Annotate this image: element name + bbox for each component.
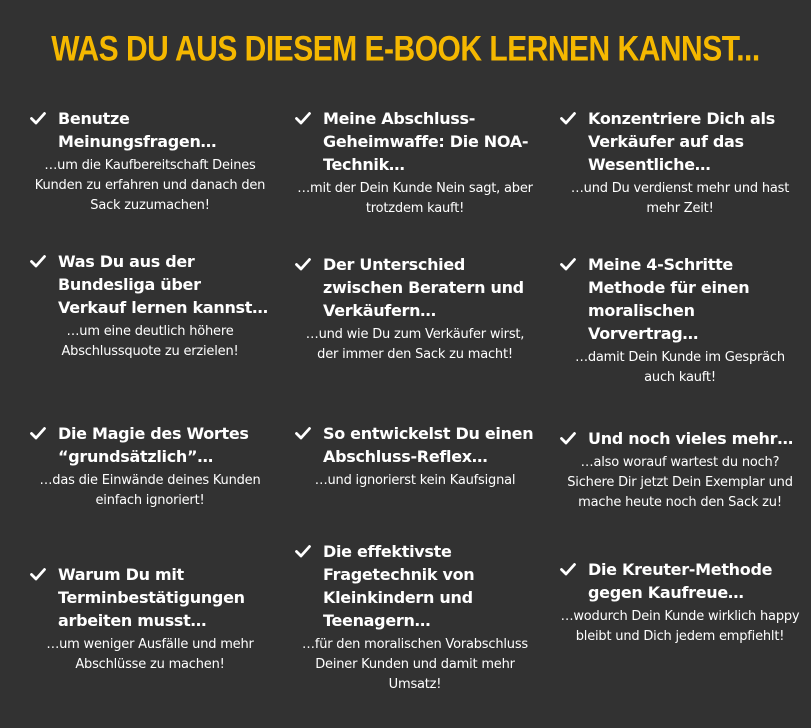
feature-description: …für den moralischen Vorabschluss Deiner Kunden und damit mehr Umsatz!: [302, 637, 528, 692]
feature-title: Und noch vieles mehr…: [588, 429, 793, 448]
feature-description: …damit Dein Kunde im Gespräch auch kauft!: [575, 350, 785, 385]
feature-item: [295, 107, 535, 219]
feature-title: Die Kreuter-Methode gegen Kaufreue…: [588, 560, 773, 602]
checkmark-icon: [560, 110, 576, 126]
feature-title: Der Unterschied zwischen Beratern und Verkäufern…: [323, 255, 524, 320]
feature-title: Konzentriere Dich als Verkäufer auf das Wesentliche…: [588, 109, 775, 174]
feature-description: …um die Kaufbereitschaft Deines Kunden zu erfahren und danach den Sack zuzumachen!: [34, 158, 266, 213]
checkmark-icon: [560, 561, 576, 577]
checkmark-icon: [295, 256, 311, 272]
page-headline: WAS DU AUS DIESEM E-BOOK LERNEN KANNST...: [51, 29, 760, 69]
feature-title: Warum Du mit Terminbestätigungen arbeiten musst…: [58, 565, 245, 630]
checkmark-icon: [30, 253, 46, 269]
feature-title: So entwickelst Du einen Abschluss-Reflex…: [323, 424, 534, 466]
feature-title: Was Du aus der Bundesliga über Verkauf lernen kannst…: [58, 252, 268, 317]
checkmark-icon: [295, 425, 311, 441]
checkmark-icon: [295, 543, 311, 559]
feature-description: …und ignorierst kein Kaufsignal: [314, 473, 516, 488]
feature-item: [560, 558, 800, 647]
feature-item: [295, 540, 535, 695]
checkmark-icon: [30, 110, 46, 126]
feature-title: Die Magie des Wortes “grundsätzlich”…: [58, 424, 249, 466]
feature-title: Meine 4-Schritte Methode für einen moralischen Vorvertrag…: [588, 255, 750, 343]
feature-item: [295, 422, 535, 491]
feature-item: [560, 253, 800, 388]
feature-description: …wodurch Dein Kunde wirklich happy bleibt und Dich jedem empfiehlt!: [560, 609, 800, 644]
feature-description: …um eine deutlich höhere Abschlussquote zu erzielen!: [61, 324, 239, 359]
feature-description: …also worauf wartest du noch? Sichere Dir jetzt Dein Exemplar und mache heute noch den Sack zu!: [567, 455, 793, 510]
checkmark-icon: [560, 430, 576, 446]
feature-title: Benutze Meinungsfragen…: [58, 109, 217, 151]
checkmark-icon: [30, 566, 46, 582]
feature-item: [295, 253, 535, 365]
checkmark-icon: [30, 425, 46, 441]
feature-item: [30, 563, 270, 675]
feature-description: …und Du verdienst mehr und hast mehr Zeit!: [570, 181, 790, 216]
feature-item: [30, 422, 270, 511]
feature-title: Meine Abschluss-Geheimwaffe: Die NOA-Technik…: [323, 109, 529, 174]
checkmark-icon: [295, 110, 311, 126]
feature-item: [30, 107, 270, 216]
feature-item: [30, 250, 270, 362]
feature-description: …mit der Dein Kunde Nein sagt, aber trotzdem kauft!: [297, 181, 533, 216]
feature-description: …das die Einwände deines Kunden einfach ignoriert!: [39, 473, 261, 508]
feature-title: Die effektivste Fragetechnik von Kleinkindern und Teenagern…: [323, 542, 475, 630]
feature-item: [560, 427, 800, 513]
feature-item: [560, 107, 800, 219]
feature-description: …um weniger Ausfälle und mehr Abschlüsse zu machen!: [46, 637, 254, 672]
checkmark-icon: [560, 256, 576, 272]
feature-description: …und wie Du zum Verkäufer wirst, der immer den Sack zu macht!: [305, 327, 525, 362]
